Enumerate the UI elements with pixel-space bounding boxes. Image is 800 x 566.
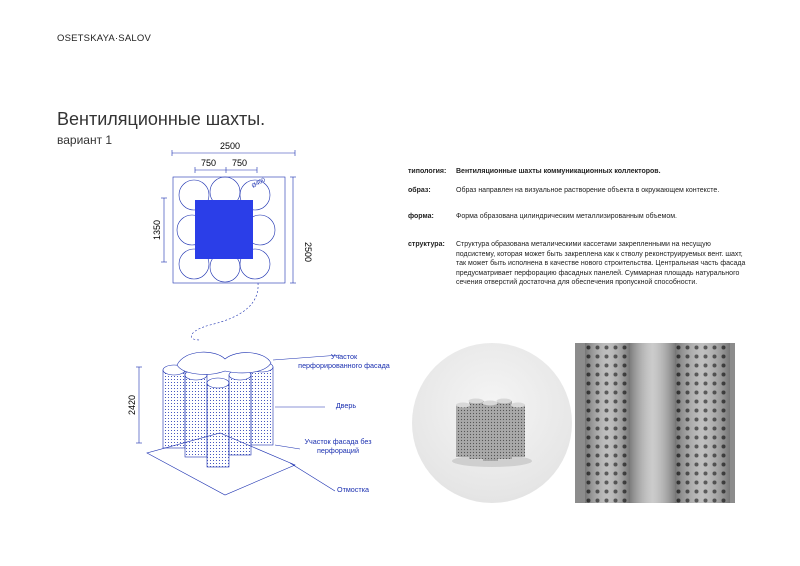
plan-dim-left: 750 [201, 158, 217, 168]
plan-dim-right: 750 [232, 158, 248, 168]
plan-drawing [140, 140, 313, 340]
callout-apron: Отмостка [336, 485, 369, 494]
page-title: Вентиляционные шахты. [57, 109, 266, 129]
callout-perforated-facade: Участок перфорированного фасада [298, 352, 390, 370]
info-value: Структура образована металическими кассетами закрепленными на несущую подсистему, которая может быть закреплена как к стволу реконструируемых вент. шахт, так может быть исполнена в качестве нового строительства. Центральная часть фасада предусматривает перфорацию фасадных панелей. Суммарная площадь натурального сечения отверстий достаточна для обеспечения пропускной способности. [456, 241, 746, 286]
info-key: структура: [408, 241, 445, 248]
info-value: Вентиляционные шахты коммуникационных коллекторов. [456, 168, 661, 175]
render-photo-overview [412, 343, 572, 503]
plan-dim-inner: 1350 [152, 219, 162, 240]
info-value: Форма образована цилиндрическим металлизированным объемом. [456, 213, 677, 220]
info-value: Образ направлен на визуальное растворение объекта в окружающем контексте. [456, 187, 720, 194]
info-key: типология: [408, 168, 447, 175]
closeup-illustration [575, 343, 735, 503]
brand-logo: OSETSKAYA·SALOV [57, 33, 151, 44]
plan-dim-diameter: Ø400 [251, 177, 267, 190]
elevation-dim-height: 2420 [127, 394, 137, 415]
callout-non-perforated: Участок фасада без перфораций [304, 437, 372, 455]
page-subtitle: вариант 1 [57, 133, 113, 147]
plan-dim-total: 2500 [220, 141, 241, 151]
render-photo-closeup [575, 343, 735, 503]
render-illustration [412, 343, 572, 503]
callout-door: Дверь [335, 401, 357, 410]
plan-dim-total-right: 2500 [303, 242, 313, 263]
info-key: образ: [408, 187, 431, 194]
info-key: форма: [408, 213, 434, 220]
